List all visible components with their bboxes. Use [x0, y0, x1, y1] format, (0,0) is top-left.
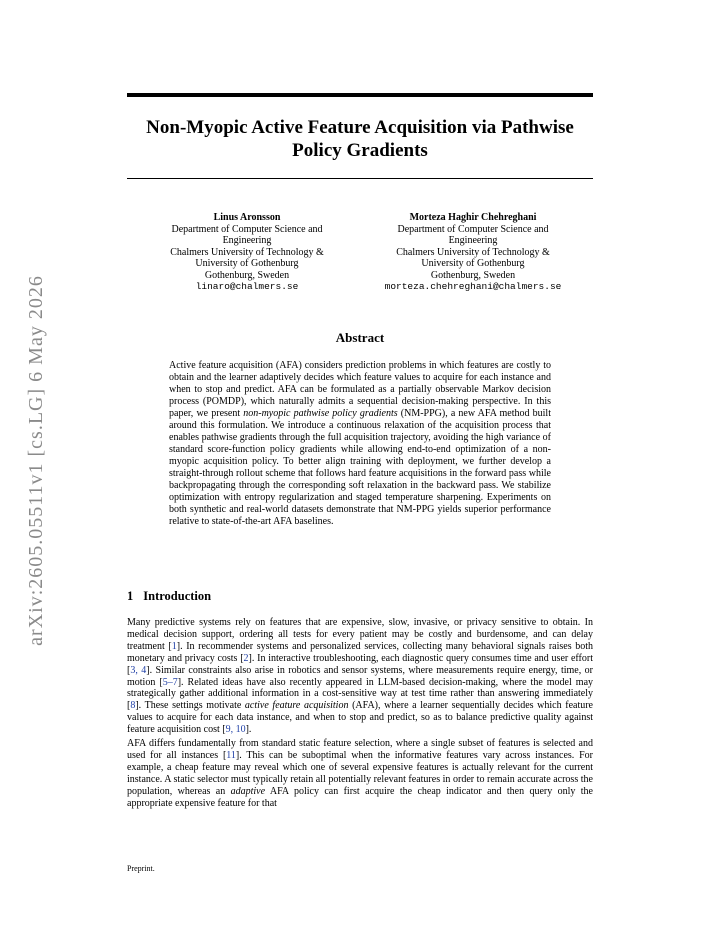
author-name: Linus Aronsson: [213, 212, 281, 223]
abstract-part-2: (NM-PPG), a new AFA method built around this formulation. We introduce a continuous relaxation of the acquisition process that enables pathwise gradients through the full acquisition trajectory, avoiding the high variance of standard score-function policy gradients while allowing end-to-end optimization of a non-myopic acquisition policy. To better align training with deployment, we further develop a straight-through rollout scheme that follows hard feature acquisitions in the forward pass while backpropagating through the corresponding soft relaxation in the backward pass. We stabilize optimization with entropy regularization and staged temperature sharpening. Experiments on both synthetic and real-world datasets demonstrate that NM-PPG yields superior performance relative to state-of-the-art AFA baselines.: [169, 408, 551, 527]
author-affiliation-university: Chalmers University of Technology &: [170, 246, 324, 258]
text-run: ]. Related ideas have also recently appeared in LLM-based decision-making, where the model may strategically gather additional information in a cost-sensitive way at test time rather than answering immediately [: [127, 676, 594, 712]
author-block: [127, 212, 593, 302]
text-run: Many predictive systems rely on features that are expensive, slow, invasive, or privacy sensitive to obtain. In medical decision support, ordering all tests for every patient may be costly and burdensome, and can delay treatment [: [127, 617, 593, 652]
emphasis-term: adaptive: [230, 785, 266, 797]
abstract-part-1: Active feature acquisition (AFA) considers prediction problems in which features are costly to obtain and the learner adaptively decides which feature values to acquire for each instance and when to stop and predict. AFA can be formulated as a partially observable Markov decision process (POMDP), which naturally admits a sequential decision-making perspective. In this paper, we present: [169, 360, 551, 419]
author-email[interactable]: linaro@chalmers.se: [195, 281, 299, 292]
citation-link[interactable]: 11: [226, 749, 236, 761]
author-name: Morteza Haghir Chehreghani: [409, 212, 537, 223]
text-run: ]. In interactive troubleshooting, each diagnostic query consumes time and user effort [: [127, 652, 593, 676]
citation-link[interactable]: 3, 4: [130, 664, 147, 676]
intro-paragraph-2: [127, 738, 593, 809]
author-affiliation-dept: Department of Computer Science and Engineering: [397, 223, 549, 246]
intro-paragraph-1: [127, 617, 593, 736]
author-affiliation-university-2: University of Gothenburg: [421, 258, 525, 269]
author-affiliation-university: Chalmers University of Technology &: [396, 246, 550, 258]
section-title: Introduction: [143, 589, 212, 603]
title-rule-top: [127, 93, 593, 97]
preprint-footer: Preprint.: [127, 864, 155, 873]
arxiv-id-text: arXiv:2605.05511v1 [cs.LG] 6 May 2026: [24, 274, 47, 646]
author-affiliation-location: Gothenburg, Sweden: [430, 269, 516, 281]
title-rule-bottom: [127, 178, 593, 179]
author-2: [375, 212, 571, 293]
author-1: [152, 212, 342, 293]
text-run: ].: [245, 724, 252, 736]
text-run: ]. This can be suboptimal when the informative features vary across instances. For example, a cheap feature may reveal which one of several expensive features is actually relevant for the current instance. A static selector must typically retain all potentially relevant features in order to remain accurate across the population, whereas an: [127, 749, 593, 797]
section-heading-introduction: [127, 589, 593, 604]
author-affiliation-university-2: University of Gothenburg: [195, 258, 299, 269]
citation-link[interactable]: 5–7: [162, 676, 178, 688]
citation-link[interactable]: 9, 10: [225, 724, 246, 736]
author-email[interactable]: morteza.chehreghani@chalmers.se: [384, 281, 562, 292]
citation-link[interactable]: 8: [130, 700, 136, 712]
text-run: ]. These settings motivate: [135, 700, 245, 712]
paper-title: Non-Myopic Active Feature Acquisition via Pathwise Policy Gradients: [146, 117, 574, 161]
arxiv-identifier: [8, 260, 64, 660]
text-run: (AFA), where a learner sequentially decides which feature values to acquire for each data instance, and when to stop and predict, so as to balance predictive quality against feature acquisition cost [: [127, 700, 593, 736]
section-number: 1: [127, 589, 134, 603]
emphasis-term: active feature acquisition: [244, 700, 349, 712]
text-run: ]. In recommender systems and personalized services, collecting many behavioral signals raises both monetary and privacy costs [: [127, 640, 594, 664]
text-run: AFA differs fundamentally from standard static feature selection, where a single subset of features is selected and used for all instances [: [127, 738, 593, 761]
abstract-heading: Abstract: [335, 330, 385, 345]
text-run: AFA policy can first acquire the cheap indicator and then query only the appropriate expensive feature for that: [127, 785, 593, 809]
abstract-method-name: non-myopic pathwise policy gradients: [243, 408, 398, 419]
text-run: ]. Similar constraints also arise in robotics and sensor systems, where measurements require energy, time, or motion [: [127, 664, 593, 688]
abstract-text: [169, 360, 551, 528]
author-affiliation-location: Gothenburg, Sweden: [204, 269, 290, 281]
citation-link[interactable]: 1: [171, 640, 177, 652]
author-affiliation-dept: Department of Computer Science and Engineering: [171, 223, 323, 246]
citation-link[interactable]: 2: [243, 652, 249, 664]
